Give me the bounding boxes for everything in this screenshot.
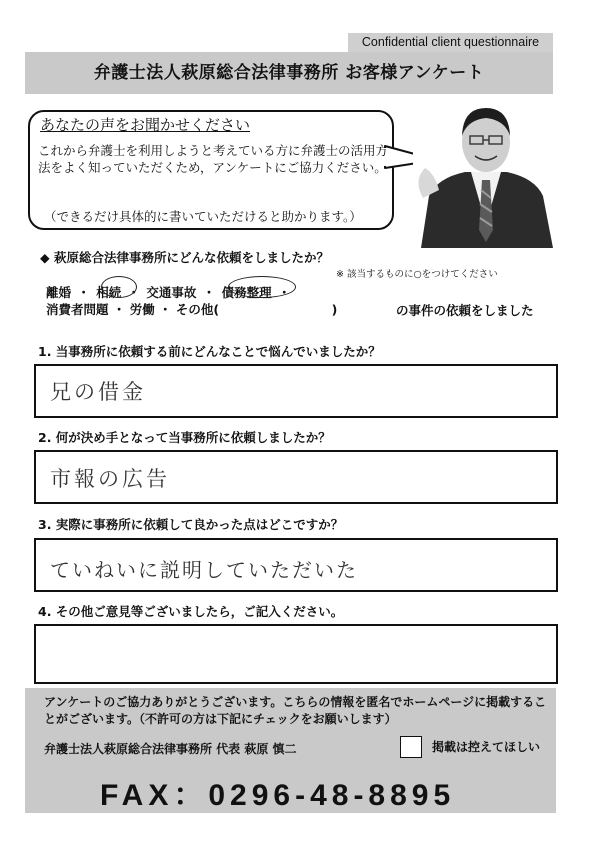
case-options-line2: 消費者問題 ・ 労働 ・ その他( ) — [46, 302, 338, 317]
bubble-heading: あなたの声をお聞かせください — [40, 116, 251, 134]
question-4-label: 4. その他ご意見等ございましたら，ご記入ください。 — [38, 604, 344, 619]
answer-1-handwriting: 兄の借金 — [50, 380, 146, 404]
answer-2-handwriting: 市報の広告 — [50, 467, 170, 491]
bubble-text: これから弁護士を利用しようと考えている方に弁護士の活用方法をよく知っていただくため，アンケートにご協力ください。 — [38, 143, 389, 175]
answer-3-handwriting: ていねいに説明していただいた — [50, 558, 358, 582]
confidential-label: Confidential client questionnaire — [348, 33, 553, 52]
question-3-label: 3. 実際に事務所に依頼して良かった点はどこですか？ — [38, 517, 344, 532]
case-type-note: ※ 該当するものに○をつけてください — [336, 269, 498, 280]
optout-label: 掲載は控えてほしい — [432, 740, 541, 754]
optout-checkbox[interactable] — [400, 736, 422, 758]
answer-4-box[interactable] — [34, 624, 558, 684]
page-title: 弁護士法人萩原総合法律事務所 お客様アンケート — [93, 63, 485, 83]
question-2-label: 2. 何が決め手となって当事務所に依頼しましたか？ — [38, 430, 331, 445]
circle-mark-debt-settlement — [228, 276, 296, 298]
question-1-label: 1. 当事務所に依頼する前にどんなことで悩んでいましたか？ — [38, 344, 381, 359]
lawyer-portrait-photo — [413, 98, 559, 248]
case-options-line1: 離婚 ・ 相続 ・ 交通事故 ・ 債務整理 ・ — [46, 285, 291, 300]
bubble-note: （できるだけ具体的に書いていただけると助かります。） — [44, 209, 362, 224]
case-type-question: ◆ 萩原総合法律事務所にどんな依頼をしましたか？ — [40, 250, 329, 265]
firm-representative: 弁護士法人萩原総合法律事務所 代表 萩原 慎二 — [44, 742, 297, 756]
case-options-suffix: の事件の依頼をしました — [396, 303, 534, 318]
circle-mark-inheritance — [101, 276, 137, 298]
footer-thanks: アンケートのご協力ありがとうございます。こちらの情報を匿名でホームページに掲載することがございます。（不許可の方は下記にチェックをお願いします） — [44, 695, 547, 726]
fax-number: FAX：0296-48-8895 — [100, 779, 456, 812]
